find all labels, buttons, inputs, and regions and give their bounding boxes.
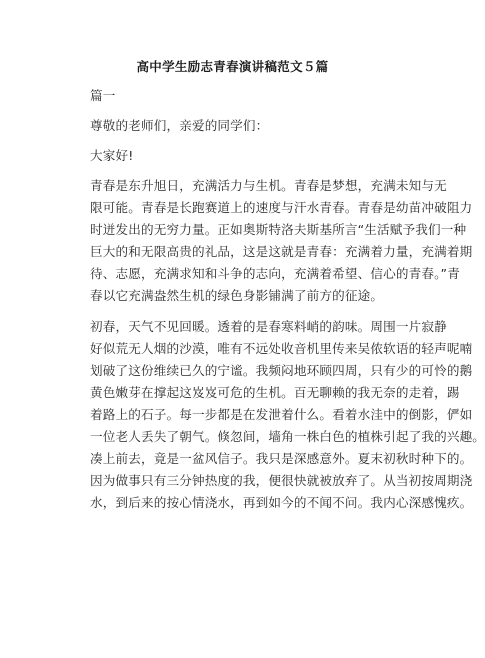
- paragraph2-line: 水，到后来的按心情浇水，再到如今的不闻不问。我内心深感愧疚。: [90, 495, 473, 510]
- paragraph2-line: 好似荒无人烟的沙漠，唯有不远处收音机里传来吴侬软语的轻声呢喃: [90, 341, 473, 356]
- greeting: 大家好!: [90, 148, 134, 163]
- salutation: 尊敬的老师们，亲爱的同学们：: [90, 118, 269, 133]
- paragraph2-line: 划破了这份维续已久的宁谧。我频闷地环顾四周，只有少的可怜的鹅: [90, 363, 473, 378]
- paragraph2-line: 因为做事只有三分钟热度的我，便很快就被放弃了。从当初按周期浇: [90, 473, 473, 488]
- paragraph2-line: 黄色嫩芽在撑起这岌岌可危的生机。百无聊赖的我无奈的走着，踢: [90, 385, 460, 400]
- paragraph1-line: 时迸发出的无穷力量。正如奥斯特洛夫斯基所言“生活赋予我们一种: [90, 222, 467, 237]
- document-title: 高中学生励志青春演讲稿范文５篇: [136, 59, 329, 74]
- paragraph1-line: 待、志愿，充满求知和斗争的志向，充满着希望、信心的青春。”青: [90, 266, 460, 281]
- paragraph1-line: 巨大的和无限高贵的礼品，这是这就是青春：充满着力量，充满着期: [90, 244, 473, 259]
- paragraph2-line: 初春，天气不见回暖。透着的是春寒料峭的韵味。周围一片寂静: [90, 319, 447, 334]
- paragraph2-line: 着路上的石子。每一步都是在发泄着什么。看着水洼中的倒影，俨如: [90, 407, 473, 422]
- paragraph1-line: 青春是东升旭日，充满活力与生机。青春是梦想，充满未知与无: [90, 178, 447, 193]
- paragraph1-line: 限可能。青春是长跑赛道上的速度与汗水青春。青春是幼苗冲破阻力: [90, 200, 473, 215]
- section-heading: 篇一: [90, 88, 116, 103]
- paragraph2-line: 一位老人丢失了朝气。倏忽间，墙角一株白色的植株引起了我的兴趣。: [90, 429, 485, 444]
- paragraph2-line: 凑上前去，竟是一盆风信子。我只是深感意外。夏末初秋时种下的。: [90, 451, 473, 466]
- paragraph1-line: 春以它充满盎然生机的绿色身影铺满了前方的征途。: [90, 288, 384, 303]
